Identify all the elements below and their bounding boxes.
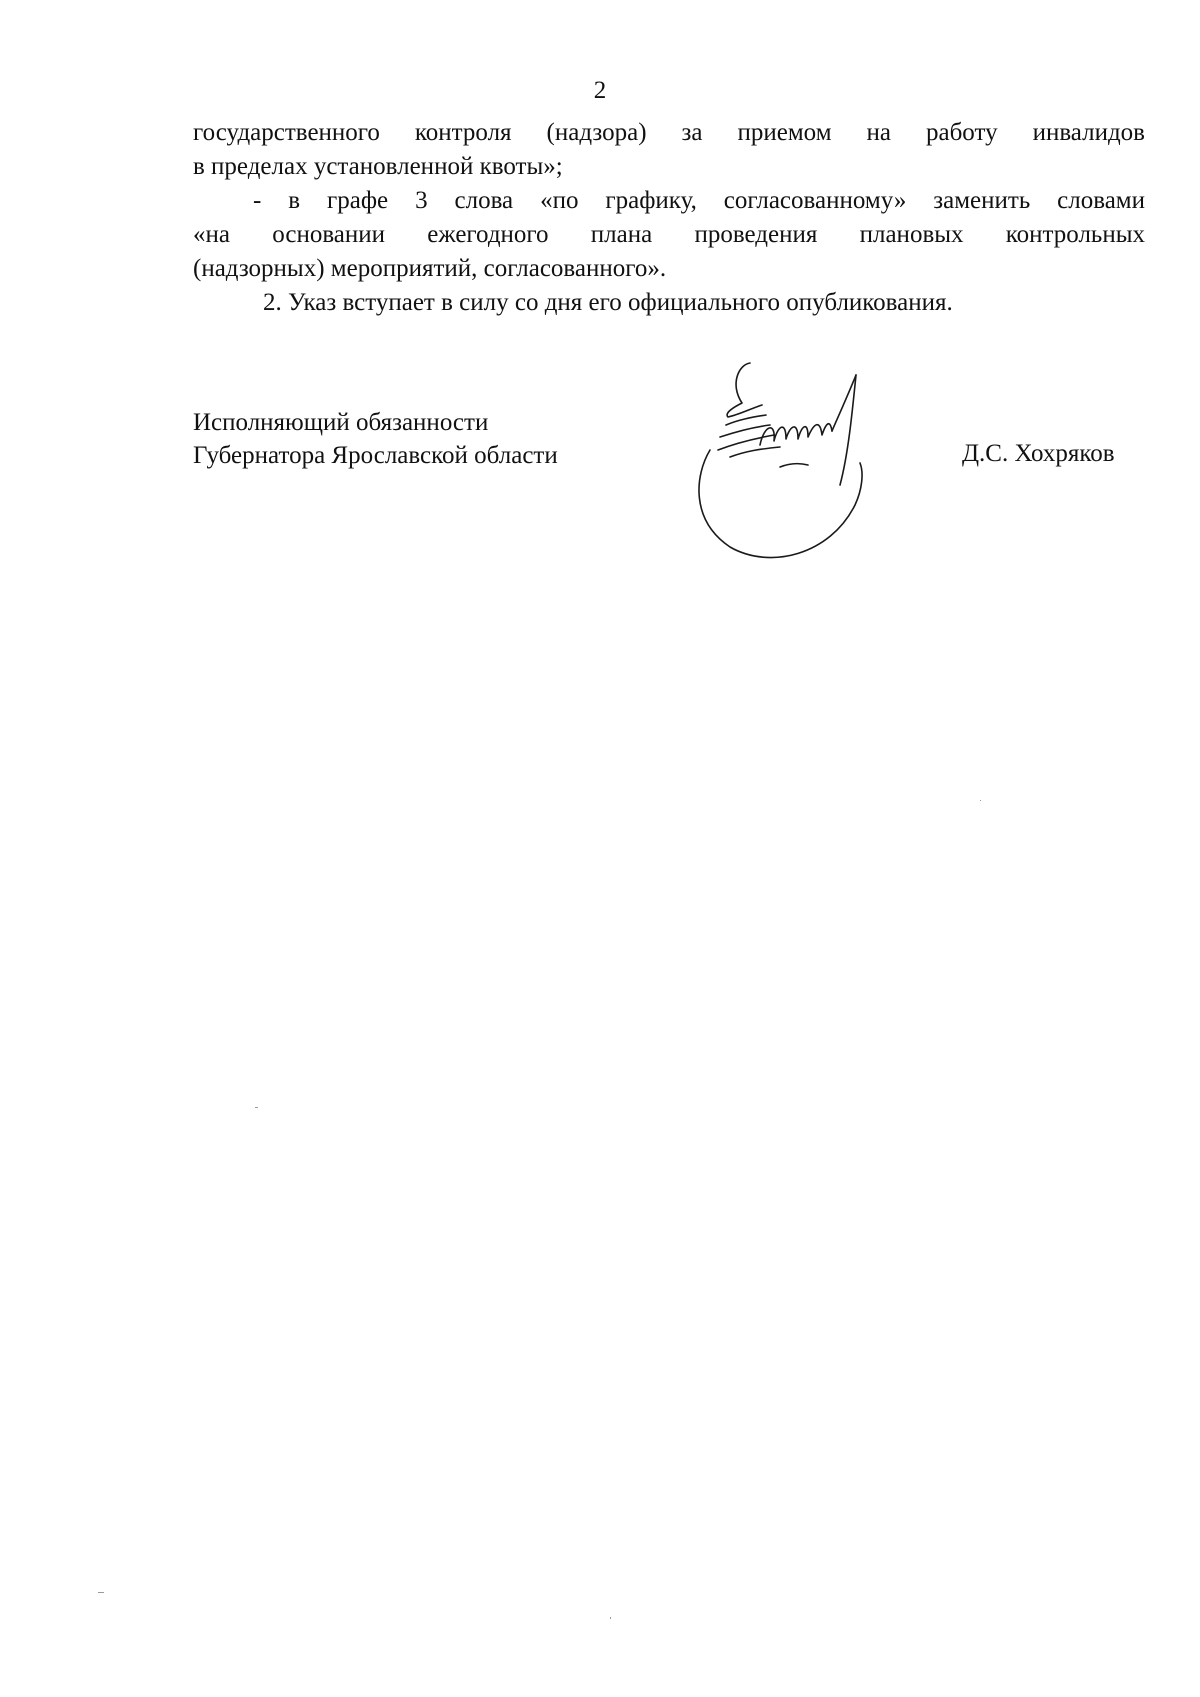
scan-speck xyxy=(255,1107,258,1108)
signer-position xyxy=(193,406,558,472)
signer-position-line-2: Губернатора Ярославской области xyxy=(193,442,558,469)
text-line-2: в пределах установленной квоты»; xyxy=(193,153,563,180)
decree-text xyxy=(193,116,1145,320)
text-line-5: (надзорных) мероприятий, согласованного». xyxy=(193,255,667,282)
text-line-1: государственного контроля (надзора) за приемом на работу инвалидов xyxy=(193,119,1145,146)
text-line-3: - в графе 3 слова «по графику, согласованному» заменить словами xyxy=(253,187,1145,214)
scan-speck xyxy=(980,800,981,801)
text-line-4: «на основании ежегодного плана проведения плановых контрольных xyxy=(193,221,1145,248)
scan-speck xyxy=(98,1592,104,1593)
page-number: 2 xyxy=(593,77,607,104)
handwritten-signature xyxy=(690,355,920,565)
signer-position-line-1: Исполняющий обязанности xyxy=(193,409,489,436)
text-line-6: 2. Указ вступает в силу со дня его официального опубликования. xyxy=(263,289,953,316)
scan-speck xyxy=(610,1617,611,1619)
signer-name: Д.С. Хохряков xyxy=(962,440,1115,467)
